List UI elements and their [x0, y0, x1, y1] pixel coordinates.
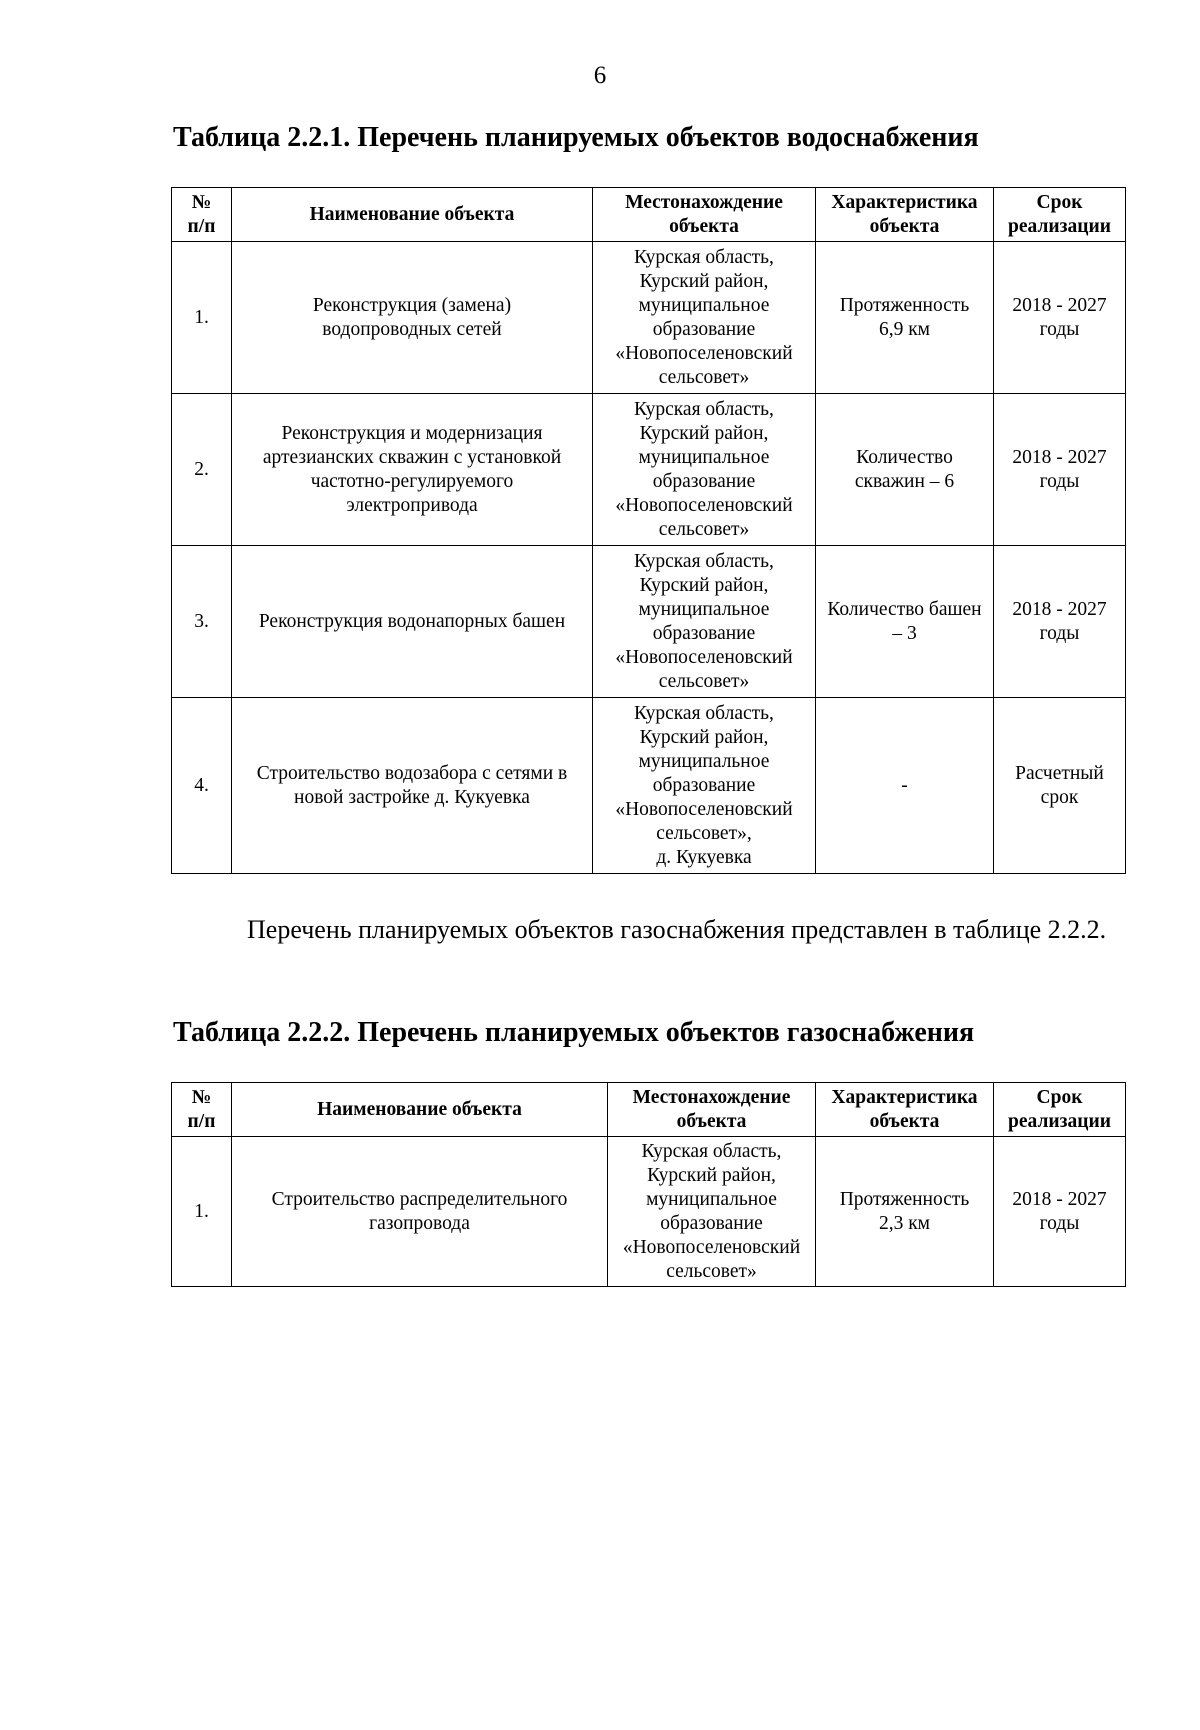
implementation-term: 2018 - 2027 годы	[994, 242, 1126, 394]
implementation-term: 2018 - 2027 годы	[994, 1137, 1126, 1287]
header-characteristic: Характеристика объекта	[816, 1083, 994, 1137]
header-term: Срок реализации	[994, 1083, 1126, 1137]
object-location: Курская область, Курский район, муниципальное образование «Новопоселеновский сельсовет», д. Кукуевка	[593, 698, 816, 874]
header-characteristic: Характеристика объекта	[816, 188, 994, 242]
object-characteristic: Протяженность 2,3 км	[816, 1137, 994, 1287]
row-number: 1.	[172, 1137, 232, 1287]
object-characteristic: Количество башен – 3	[816, 546, 994, 698]
object-name: Реконструкция и модернизация артезианских скважин с установкой частотно-регулируемого электропривода	[232, 394, 593, 546]
header-object-name: Наименование объекта	[232, 188, 593, 242]
row-number: 2.	[172, 394, 232, 546]
object-name: Строительство водозабора с сетями в новой застройке д. Кукуевка	[232, 698, 593, 874]
table-caption-water-supply: Таблица 2.2.1. Перечень планируемых объектов водоснабжения	[173, 122, 979, 153]
table-header-row	[172, 1083, 1126, 1137]
header-location: Местонахождение объекта	[593, 188, 816, 242]
table-caption-gas-supply: Таблица 2.2.2. Перечень планируемых объектов газоснабжения	[173, 1017, 975, 1048]
table-header-row	[172, 188, 1126, 242]
object-characteristic: -	[816, 698, 994, 874]
table-row	[172, 242, 1126, 394]
gas-supply-objects-table	[171, 1082, 1126, 1287]
implementation-term: Расчетный срок	[994, 698, 1126, 874]
object-location: Курская область, Курский район, муниципальное образование «Новопоселеновский сельсовет»	[593, 394, 816, 546]
object-name: Строительство распределительного газопровода	[232, 1137, 608, 1287]
water-supply-objects-table	[171, 187, 1126, 874]
row-number: 1.	[172, 242, 232, 394]
object-location: Курская область, Курский район, муниципальное образование «Новопоселеновский сельсовет»	[608, 1137, 816, 1287]
object-name: Реконструкция (замена) водопроводных сетей	[232, 242, 593, 394]
table-row	[172, 546, 1126, 698]
body-paragraph	[173, 912, 1125, 947]
page-number: 6	[593, 62, 607, 89]
object-location: Курская область, Курский район, муниципальное образование «Новопоселеновский сельсовет»	[593, 546, 816, 698]
header-object-name: Наименование объекта	[232, 1083, 608, 1137]
header-number: № п/п	[172, 188, 232, 242]
table-row	[172, 1137, 1126, 1287]
table-row	[172, 698, 1126, 874]
implementation-term: 2018 - 2027 годы	[994, 394, 1126, 546]
object-characteristic: Протяженность 6,9 км	[816, 242, 994, 394]
paragraph-text: Перечень планируемых объектов газоснабжения представлен в таблице 2.2.2.	[247, 915, 1107, 944]
implementation-term: 2018 - 2027 годы	[994, 546, 1126, 698]
object-name: Реконструкция водонапорных башен	[232, 546, 593, 698]
header-location: Местонахождение объекта	[608, 1083, 816, 1137]
header-term: Срок реализации	[994, 188, 1126, 242]
header-number: № п/п	[172, 1083, 232, 1137]
object-location: Курская область, Курский район, муниципальное образование «Новопоселеновский сельсовет»	[593, 242, 816, 394]
object-characteristic: Количество скважин – 6	[816, 394, 994, 546]
table-row	[172, 394, 1126, 546]
row-number: 3.	[172, 546, 232, 698]
row-number: 4.	[172, 698, 232, 874]
